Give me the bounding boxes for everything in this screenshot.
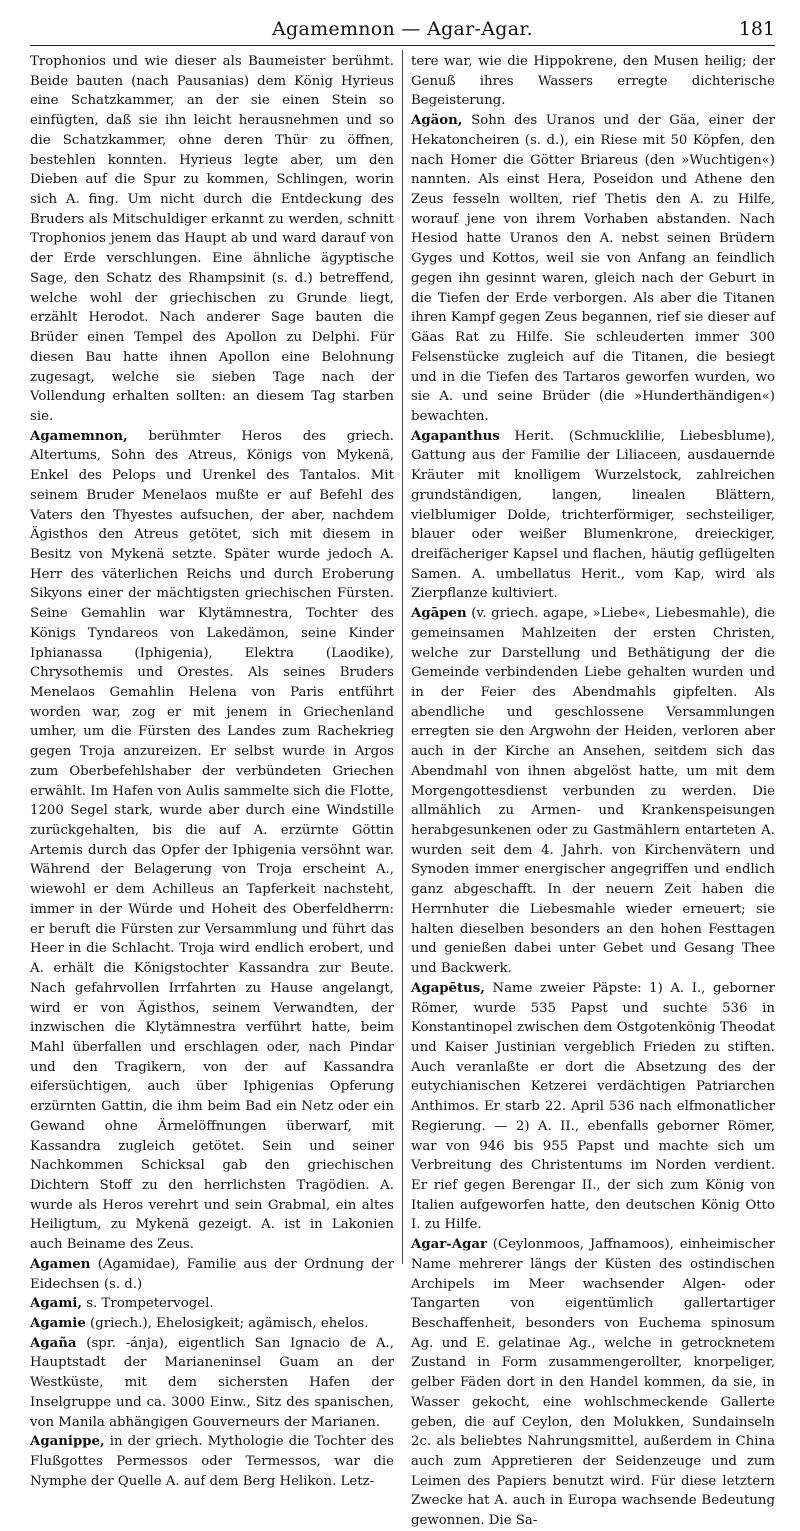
entry-agar-agar: Agar-Agar (Ceylonmoos, Jaffnamoos), einheimischer Name mehrerer längs der Küsten des ostindischen Archipels im Meer wachsender Algen- oder Tangarten von eigentümlich gallertartiger Beschaffenheit, besonders von Euchema spinosum Ag. und E. gelatinae Ag., welche in getrocknetem Zustand in Form zusammengerollter, knorpeliger, gelber Fäden dort in den Handel kommen, da sie, in Wasser gekocht, eine wohlschmeckende Gallerte geben, die auf Ceylon, den Molukken, Sundainseln 2c. als beliebtes Nahrungsmittel, außerdem in China auch zum Appretieren der Seidenzeuge und zum Leimen des Papiers benutzt wird. Für diese letztern Zwecke hat A. auch in Europa wachsende Bedeutung gewonnen. Die Sa- [411,1237,775,1529]
headword: Agāpen [411,606,467,622]
page-header [30,8,775,44]
headword: Agamen [30,1256,91,1272]
headword: Agapanthus [411,428,500,444]
headword: Aganippe, [30,1434,105,1450]
entry-agana: Agaña (spr. -ánja), eigentlich San Ignacio de A., Hauptstadt der Marianeninsel Guam an der Westküste, mit dem sichersten Hafen der Inselgruppe und ca. 3000 Einw., Sitz des spanischen, von Manila abhängigen Gouverneurs der Marianen. [30,1335,394,1430]
entry-agapanthus: Agapanthus Herit. (Schmucklilie, Liebesblume), Gattung aus der Familie der Liliaceen, ausdauernde Kräuter mit knolligem Wurzelstock, zahlreichen grundständigen, langen, linealen Blättern, vielblumiger Dolde, trichterförmiger, sechsteiliger, blauer oder weißer Blumenkrone, dreieckiger, dreifächeriger Kapsel und flachen, häutig geflügelten Samen. A. umbellatus Herit., vom Kap, wird als Zierpflanze kultiviert. [411,428,775,602]
headword: Agamie [30,1316,86,1331]
entry-agami: Agami, s. Trompetervogel. [30,1296,214,1312]
running-title: Agamemnon — Agar-Agar. [271,18,534,40]
headword: Agaña [30,1335,77,1351]
entry-continuation: tere war, wie die Hippokrene, den Musen heilig; der Genuß ihres Wassers erregte dichterische Begeisterung. [411,54,775,109]
headword: Agäon, [411,113,463,129]
entry-agamen: Agamen (Agamidae), Familie aus der Ordnung der Eidechsen (s. d.) [30,1256,394,1292]
left-column [30,52,394,1489]
entry-aganippe: Aganippe, in der griech. Mythologie die Tochter des Flußgottes Permessos oder Termessos, war die Nymphe der Quelle A. auf dem Berg Helikon. Letz- [30,1434,394,1489]
entry-agaeon: Agäon, Sohn des Uranos und der Gäa, einer der Hekatoncheiren (s. d.), ein Riese mit 50 Köpfen, den nach Homer die Götter Briareus (den »Wuchtigen«) nannten. Als einst Hera, Poseidon und Athene den Zeus fesseln wollten, rief Thetis den A. zu Hilfe, worauf jene von ihrem Vorhaben abstanden. Nach Hesiod hatte Uranos den A. nebst seinen Brüdern Gyges und Kottos, weil sie von Anfang an feindlich gegen ihn gesinnt waren, gleich nach der Geburt in die Tiefen der Erde verborgen. Als aber die Titanen ihren Kampf gegen Zeus begannen, rief sie dieser auf Gäas Rat zu Hilfe. Sie schleuderten immer 300 Felsenstücke zugleich auf die Titanen, die besiegt und in die Tiefen des Tartaros geworfen wurden, wo sie A. und seine Brüder (die »Hunderthändigen«) bewachten. [411,113,775,424]
column-divider [402,50,403,1264]
entry-agapetus: Agapētus, Name zweier Päpste: 1) A. I., geborner Römer, wurde 535 Papst und suchte 536 in Konstantinopel zwischen dem Ostgotenkönig Theodat und Kaiser Justinian vergeblich Frieden zu stiften. Auch veranlaßte er dort die Absetzung des der eutychianischen Ketzerei verdächtigen Patriarchen Anthimos. Er starb 22. April 536 nach elfmonatlicher Regierung. — 2) A. II., ebenfalls geborner Römer, war von 946 bis 955 Papst und machte sich um Verbreitung des Christentums im Norden verdient. Er rief gegen Berengar II., der sich zum König von Italien aufgeworfen hatte, den deutschen König Otto I. zu Hilfe. [411,980,775,1233]
headword: Agami, [30,1296,82,1312]
entry-agamie: Agamie (griech.), Ehelosigkeit; agämisch, ehelos. [30,1316,369,1331]
right-column [411,52,775,1529]
page-number: 181 [738,18,775,40]
headword: Agar-Agar [411,1237,487,1253]
headword: Agapētus, [411,980,485,996]
entry-agapen: Agāpen (v. griech. agape, »Liebe«, Liebesmahle), die gemeinsamen Mahlzeiten der ersten Christen, welche zur Darstellung und Bethätigung der die Gemeinde verbindenden Liebe gehalten wurden und in der Feier des Abendmahls gipfelten. Als abendliche und geschlossene Versammlungen erregten sie den Argwohn der Heiden, verloren aber auch in der Kirche an Ansehen, seitdem sich das Abendmahl von ihnen abgelöst hatte, um mit dem Morgengottesdienst verbunden zu werden. Die allmählich zu Armen- und Krankenspeisungen herabgesunkenen oder zu Gastmählern entarteten A. wurden seit dem 4. Jahrh. von Kirchenvätern und Synoden immer energischer angegriffen und endlich ganz abgeschafft. In der neuern Zeit haben die Herrnhuter die Liebesmahle wieder erneuert; sie halten dieselben besonders an den hohen Festtagen und genießen dabei unter Gebet und Gesang Thee und Backwerk. [411,606,775,977]
header-rule [30,45,775,46]
entry-agamemnon: Agamemnon, berühmter Heros des griech. Altertums, Sohn des Atreus, Königs von Mykenä, Enkel des Pelops und Urenkel des Tantalos. Mit seinem Bruder Menelaos mußte er auf Befehl des Vaters den Thyestes aufsuchen, der aber, nachdem Ägisthos den Atreus getötet, sich mit diesem in Besitz von Mykenä setzte. Später wurde jedoch A. Herr des väterlichen Reichs und durch Eroberung Sikyons einer der mächtigsten griechischen Fürsten. Seine Gemahlin war Klytämnestra, Tochter des Königs Tyndareos von Lakedämon, seine Kinder Iphianassa (Iphigenia), Elektra (Laodike), Chrysothemis und Orestes. Als seines Bruders Menelaos Gemahlin Helena von Paris entführt worden war, zog er mit jenem in Griechenland umher, um die Fürsten des Landes zum Rachekrieg gegen Troja anzureizen. Er selbst wurde in Argos zum Oberbefehlshaber der verbündeten Griechen erwählt. Im Hafen von Aulis sammelte sich die Flotte, 1200 Segel stark, wurde aber durch eine Windstille zurückgehalten, bis die auf A. erzürnte Göttin Artemis durch das Opfer der Iphigenia versöhnt war. Während der Belagerung von Troja erscheint A., wiewohl er dem Achilleus an Tapferkeit nachsteht, immer in der Würde und Hoheit des Oberfeldherrn: er beruft die Fürsten zur Versammlung und führt das Heer in die Schlacht. Troja wird endlich erobert, und A. erhält die Königstochter Kassandra zur Beute. Nach gefahrvollen Irrfahrten zu Hause angelangt, wird er von Ägisthos, seinem Verwandten, der inzwischen die Klytämnestra verführt hatte, beim Mahl überfallen und erschlagen oder, nach Pindar und den Tragikern, von der auf Kassandra eifersüchtigen, auch über Iphigenias Opferung erzürnten Gattin, die ihm beim Bad ein Netz oder ein Gewand ohne Ärmelöffnungen überwarf, mit Kassandra zugleich getötet. Sein und seiner Nachkommen Schicksal gab den griechischen Dichtern Stoff zu den herrlichsten Tragödien. A. wurde als Heros verehrt und sein Grabmal, ein altes Heiligtum, zu Mykenä gezeigt. A. ist in Lakonien auch Beiname des Zeus. [30,428,394,1253]
entry-continuation: Trophonios und wie dieser als Baumeister berühmt. Beide bauten (nach Pausanias) dem König Hyrieus eine Schatzkammer, an der sie einen Stein so einfügten, daß sie ihn leicht herausnehmen und so die Schatzkammer, ohne deren Thür zu öffnen, bestehlen konnten. Hyrieus legte aber, um den Dieben auf die Spur zu kommen, Schlingen, worin sich A. fing. Um nicht durch die Entdeckung des Bruders als Mitschuldiger erkannt zu werden, schnitt Trophonios jenem das Haupt ab und ward darauf von der Erde verschlungen. Eine ähnliche ägyptische Sage, den Schatz des Rhampsinit (s. d.) betreffend, welche wohl der griechischen zu Grunde liegt, erzählt Herodot. Nach anderer Sage bauten die Brüder einen Tempel des Apollon zu Delphi. Für diesen Bau hatte ihnen Apollon eine Belohnung zugesagt, welche sie sieben Tage nach der Vollendung erhalten sollten: an diesem Tag starben sie. [30,54,394,424]
headword: Agamemnon, [30,428,128,444]
